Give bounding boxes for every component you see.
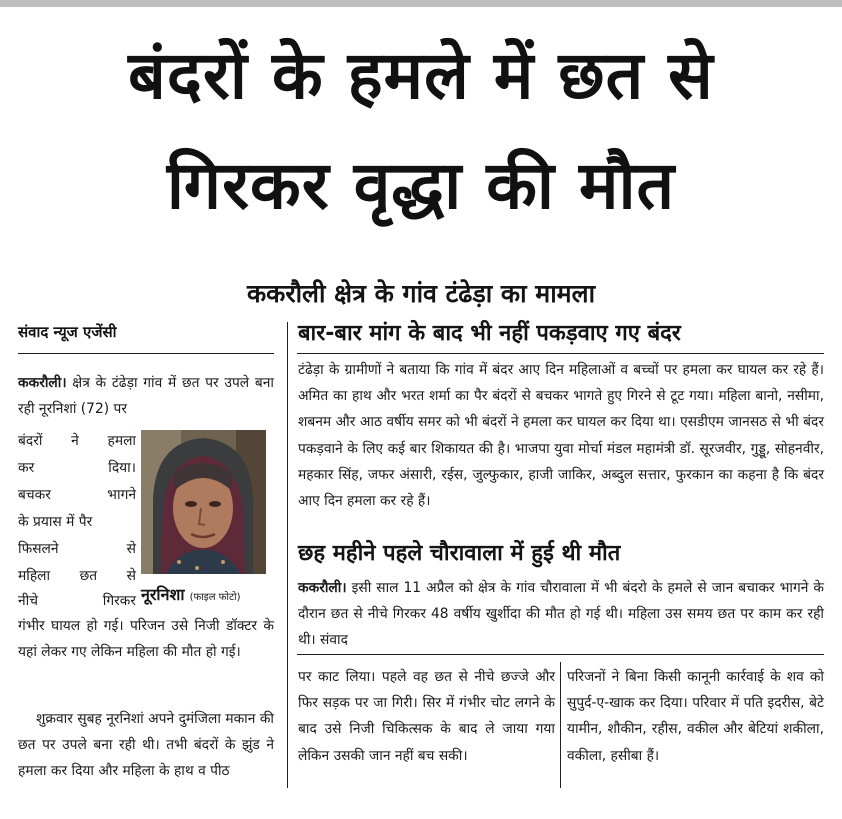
section-1-text: टंढेड़ा के ग्रामीणों ने बताया कि गांव में बंदर आए दिन महिलाओं व बच्चों पर हमला कर घायल कर रहे हैं। अमित का हाथ और भरत शर्मा का पैर बंदरों से बचकर भागते हुए गिरने से टूट गया। महिला बानो, नसीमा, शबनम और आठ वर्षीय समर को भी बंदरों ने हमला कर घायल कर दिया था। एसडीएम जानसठ से भी बंदर पकड़वाने के लिए कई बार शिकायत की है। भाजपा युवा मोर्चा मंडल महामंत्री डॉ. सूरजवीर, गुड्डू, सोहनवीर, महकार सिंह, जफर अंसारी, रईस, जुल्फुकार, हाजी जाकिर, अब्दुल सत्तार, फुरकान का कहना है कि बंदर आए दिन हमला कर रहे हैं। bbox=[298, 362, 824, 510]
section-heading-demand: बार-बार मांग के बाद भी नहीं पकड़वाए गए बंदर bbox=[298, 321, 681, 346]
woman-portrait-photo bbox=[141, 430, 266, 574]
wrap-line-6: महिला छत से bbox=[18, 568, 136, 584]
wrap-line-7: नीचे गिरकर bbox=[18, 593, 136, 609]
wrap-line-3: बचकर भागने bbox=[18, 487, 136, 503]
bottom-column-1: पर काट लिया। पहले वह छत से नीचे छज्जे और फिर सड़क पर जा गिरी। सिर में गंभीर चोट लगने के बाद उसे निजी चिकित्सक के बाद ले जाया गया लेकिन उसकी जान नहीं बच सकी। bbox=[298, 669, 555, 764]
caption-tag: (फाइल फोटो) bbox=[189, 592, 241, 603]
section-2-body: इसी साल 11 अप्रैल को क्षेत्र के गांव चौरावाला में भी बंदरो के हमले से जान बचाकर भागने के दौरान छत से नीचे गिरकर 48 वर्षीय खुर्शीदा की मौत हो गई थी। महिला उस समय छत पर काम कर रही थी। संवाद bbox=[298, 580, 824, 649]
intro-dateline: ककरौली। bbox=[18, 375, 67, 391]
portrait-illustration bbox=[141, 430, 266, 574]
paragraph-2: शुक्रवार सुबह नूरनिशां अपने दुमंजिला मकान की छत पर उपले बना रही थी। तभी बंदरों के झुंड ने हमला कर दिया और महिला के हाथ व पीठ bbox=[18, 711, 274, 780]
byline-rule bbox=[18, 353, 274, 354]
bottom-column-divider bbox=[560, 662, 561, 788]
section-2-text bbox=[298, 575, 824, 654]
top-border bbox=[0, 0, 842, 7]
wrap-line-2: कर दिया। bbox=[18, 460, 136, 476]
section-1-rule bbox=[297, 353, 824, 354]
section-2-dateline: ककरौली। bbox=[298, 580, 347, 596]
byline: संवाद न्यूज एजेंसी bbox=[18, 323, 117, 341]
intro-continuation: गंभीर घायल हो गई। परिजन उसे निजी डॉक्टर के यहां लेकर गए लेकिन महिला की मौत हो गई। bbox=[18, 618, 274, 661]
bottom-column-2: परिजनों ने बिना किसी कानूनी कार्रवाई के शव को सुपुर्द-ए-खाक कर दिया। परिवार में पति इदरीस, बेटे यामीन, शौकीन, रहीस, वकील और बेटियां शकीला, वकीला, हसीबा हैं। bbox=[567, 669, 824, 764]
photo-caption bbox=[141, 584, 301, 609]
section-2-rule bbox=[297, 654, 824, 655]
intro-paragraph bbox=[18, 370, 274, 422]
section-heading-chaurawala: छह महीने पहले चौरावाला में हुई थी मौत bbox=[298, 541, 621, 566]
caption-name: नूरनिशा bbox=[141, 585, 185, 604]
intro-text: क्षेत्र के टंढेड़ा गांव में छत पर उपले बना रही नूरनिशां (72) पर bbox=[18, 375, 274, 418]
wrap-line-4: के प्रयास में पैर bbox=[18, 514, 93, 530]
subheadline: ककरौली क्षेत्र के गांव टंढेड़ा का मामला bbox=[246, 279, 596, 308]
wrap-line-5: फिसलने से bbox=[18, 541, 136, 557]
column-divider bbox=[287, 322, 288, 788]
headline-line-1: बंदरों के हमले में छत से bbox=[128, 37, 714, 114]
headline-line-2: गिरकर वृद्धा की मौत bbox=[166, 147, 676, 224]
wrap-line-1: बंदरों ने हमला bbox=[18, 433, 136, 449]
